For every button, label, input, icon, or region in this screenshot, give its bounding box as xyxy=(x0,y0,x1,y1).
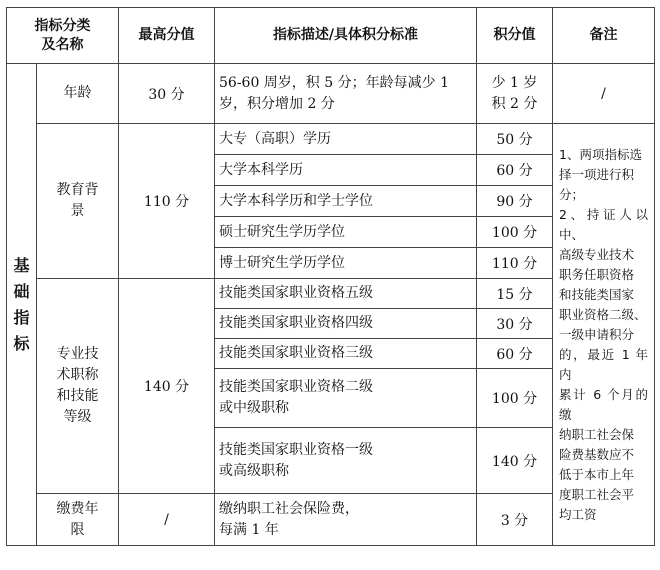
professional-desc-4 xyxy=(215,369,477,428)
age-desc-line2: 岁，积分增加 2 分 xyxy=(219,95,335,112)
note-line: 低于本市上年 xyxy=(559,466,635,482)
professional-desc-4-line2: 或中级职称 xyxy=(219,400,289,416)
note-line: 累计 6 个月的缴 xyxy=(559,386,648,422)
professional-points-1: 15 分 xyxy=(477,279,553,309)
professional-name-line4: 等级 xyxy=(63,409,92,425)
professional-name-line2: 术职称 xyxy=(56,367,99,383)
education-points-3: 90 分 xyxy=(477,186,553,217)
professional-name xyxy=(37,279,119,494)
education-desc-1: 大专（高职）学历 xyxy=(215,124,477,155)
table-row-age xyxy=(7,64,655,124)
education-points-5: 110 分 xyxy=(477,248,553,279)
education-max-score: 110 分 xyxy=(119,124,215,279)
education-name xyxy=(37,124,119,279)
remarks-note xyxy=(553,124,655,546)
note-line: 职务任职资格 xyxy=(559,266,635,282)
payment-max-score: / xyxy=(119,494,215,546)
professional-max-score: 140 分 xyxy=(119,279,215,494)
note-line: 的，最近 1 年内 xyxy=(559,346,648,382)
age-max-score: 30 分 xyxy=(119,64,215,124)
education-points-2: 60 分 xyxy=(477,155,553,186)
note-line: 职业资格二级、 xyxy=(559,306,647,322)
note-line: 纳职工社会保 xyxy=(559,426,635,442)
payment-name-line1: 缴费年 xyxy=(56,500,99,517)
header-category-line2: 及名称 xyxy=(41,36,84,53)
professional-desc-3: 技能类国家职业资格三级 xyxy=(215,339,477,369)
header-points: 积分值 xyxy=(477,8,553,64)
header-category-line1: 指标分类 xyxy=(34,17,91,34)
education-desc-5: 博士研究生学历学位 xyxy=(215,248,477,279)
professional-name-line1: 专业技 xyxy=(56,346,99,362)
professional-desc-5 xyxy=(215,428,477,494)
education-points-4: 100 分 xyxy=(477,217,553,248)
group-label-char4: 标 xyxy=(13,333,30,353)
payment-name-line2: 限 xyxy=(70,521,85,538)
payment-description xyxy=(215,494,477,546)
header-remarks: 备注 xyxy=(553,8,655,64)
professional-points-5: 140 分 xyxy=(477,428,553,494)
professional-points-2: 30 分 xyxy=(477,309,553,339)
note-line: 分； xyxy=(559,186,585,202)
age-remark: / xyxy=(553,64,655,124)
group-label-char1: 基 xyxy=(13,255,30,275)
group-basic-indicators xyxy=(7,64,37,546)
group-label-char3: 指 xyxy=(13,307,30,327)
table-row-education-1 xyxy=(7,124,655,155)
education-desc-4: 硕士研究生学历学位 xyxy=(215,217,477,248)
education-name-line1: 教育背 xyxy=(56,182,99,198)
education-name-line2: 景 xyxy=(70,203,85,219)
professional-desc-1: 技能类国家职业资格五级 xyxy=(215,279,477,309)
note-line: 险费基数应不 xyxy=(559,446,635,462)
payment-points: 3 分 xyxy=(477,494,553,546)
age-points-line2: 积 2 分 xyxy=(491,95,538,112)
header-category xyxy=(7,8,119,64)
age-desc-line1: 56-60 周岁，积 5 分；年龄每减少 1 xyxy=(219,74,449,91)
age-description xyxy=(215,64,477,124)
group-label-char2: 础 xyxy=(13,281,30,301)
age-points xyxy=(477,64,553,124)
note-line: 均工资 xyxy=(559,506,597,522)
payment-desc-line1: 缴纳职工社会保险费， xyxy=(219,500,359,517)
note-line: 1、两项指标选 xyxy=(559,146,642,162)
professional-desc-5-line2: 或高级职称 xyxy=(219,462,289,479)
education-desc-3: 大学本科学历和学士学位 xyxy=(215,186,477,217)
age-name: 年龄 xyxy=(37,64,119,124)
professional-name-line3: 和技能 xyxy=(56,388,99,404)
education-desc-2: 大学本科学历 xyxy=(215,155,477,186)
note-line: 和技能类国家 xyxy=(559,286,635,302)
professional-desc-5-line1: 技能类国家职业资格一级 xyxy=(219,441,373,458)
note-line: 度职工社会平 xyxy=(559,486,635,502)
education-points-1: 50 分 xyxy=(477,124,553,155)
professional-points-4: 100 分 xyxy=(477,369,553,428)
note-line: 一级申请积分 xyxy=(559,326,635,342)
header-row xyxy=(7,8,655,64)
professional-points-3: 60 分 xyxy=(477,339,553,369)
payment-name xyxy=(37,494,119,546)
payment-desc-line2: 每满 1 年 xyxy=(219,521,279,538)
professional-desc-2: 技能类国家职业资格四级 xyxy=(215,309,477,339)
header-description: 指标描述/具体积分标准 xyxy=(215,8,477,64)
note-line: 2、持证人以中、 xyxy=(559,206,648,242)
note-line: 高级专业技术 xyxy=(559,246,635,262)
professional-desc-4-line1: 技能类国家职业资格二级 xyxy=(219,379,373,395)
header-max-score: 最高分值 xyxy=(119,8,215,64)
age-points-line1: 少 1 岁 xyxy=(491,74,538,91)
points-standard-table xyxy=(6,7,655,546)
note-line: 择一项进行积 xyxy=(559,166,635,182)
